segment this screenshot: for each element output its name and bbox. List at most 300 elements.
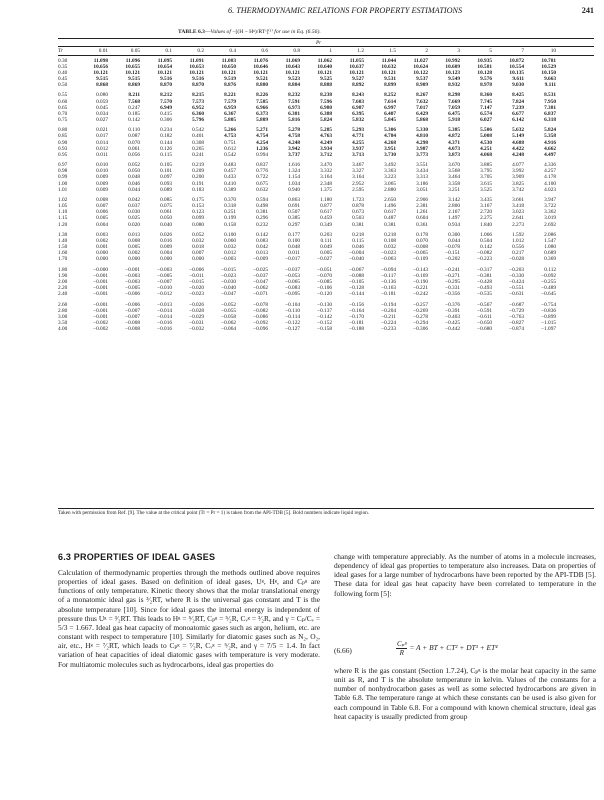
table-cell: −0.203 bbox=[509, 266, 524, 273]
table-cell: 0.144 bbox=[160, 139, 172, 146]
table-cell: 10.121 bbox=[125, 69, 140, 76]
table-cell: 3.661 bbox=[512, 197, 524, 204]
table-header-rule bbox=[58, 55, 594, 56]
table-cell: 2.641 bbox=[512, 215, 524, 222]
table-cell: 0.112 bbox=[544, 266, 556, 273]
table-cell: 0.457 bbox=[224, 168, 236, 175]
table-cell: 0.020 bbox=[128, 221, 140, 228]
tr-value-cell: 4.00 bbox=[58, 326, 68, 333]
tr-value-cell: 0.95 bbox=[58, 151, 68, 158]
table-cell: 10.872 bbox=[509, 57, 524, 64]
table-cell: 10.781 bbox=[541, 57, 556, 64]
table-cell: 3.934 bbox=[320, 145, 332, 152]
table-cell: 5.278 bbox=[288, 127, 300, 134]
table-cell: −0.117 bbox=[381, 273, 396, 279]
table-cell: −0.071 bbox=[253, 291, 268, 298]
table-cell: 0.111 bbox=[320, 238, 332, 245]
table-cell: 4.077 bbox=[512, 162, 524, 169]
tr-value-cell: 0.70 bbox=[58, 110, 68, 117]
table-cell: 6.949 bbox=[160, 104, 172, 111]
table-cell: −0.271 bbox=[445, 273, 460, 279]
table-cell: 0.381 bbox=[256, 209, 268, 216]
table-cell: −0.026 bbox=[189, 301, 204, 308]
table-cell: −0.376 bbox=[445, 301, 460, 308]
table-cell: 6.475 bbox=[448, 110, 460, 117]
table-cell: 4.298 bbox=[416, 139, 428, 146]
tr-value-cell: 2.20 bbox=[58, 285, 68, 292]
table-cell: 0.361 bbox=[416, 221, 428, 228]
data-table bbox=[58, 48, 594, 508]
table-cell: −0.078 bbox=[445, 244, 460, 251]
table-cell: 3.947 bbox=[544, 197, 556, 204]
table-cell: 0.008 bbox=[128, 238, 140, 245]
table-cell: 10.650 bbox=[221, 63, 236, 70]
tr-value-cell: 0.55 bbox=[58, 92, 68, 99]
table-cell: 8.232 bbox=[288, 92, 300, 99]
equation-6-66 bbox=[334, 640, 596, 662]
table-cell: −0.013 bbox=[157, 301, 172, 308]
table-cell: −0.063 bbox=[381, 256, 396, 263]
table-row bbox=[58, 222, 594, 228]
table-cell: −0.114 bbox=[285, 314, 300, 320]
table-cell: −0.110 bbox=[285, 307, 300, 314]
table-cell: −0.032 bbox=[189, 326, 204, 333]
table-cell: 0.048 bbox=[128, 174, 140, 181]
table-cell: 2.086 bbox=[544, 232, 556, 238]
table-cell: 3.418 bbox=[512, 203, 524, 210]
table-cell: 9.531 bbox=[384, 75, 396, 82]
table-cell: 0.014 bbox=[96, 139, 108, 146]
table-cell: −0.223 bbox=[477, 256, 492, 263]
table-cell: 4.100 bbox=[544, 180, 556, 187]
caption-values-of: Values of bbox=[210, 29, 231, 35]
table-cell: 1.723 bbox=[352, 197, 364, 204]
table-cell: −0.070 bbox=[317, 273, 332, 279]
table-cell: 8.888 bbox=[320, 81, 332, 88]
table-cell: 2.692 bbox=[544, 221, 556, 228]
table-cell: 10.624 bbox=[413, 63, 428, 70]
table-cell: 6.407 bbox=[384, 110, 396, 117]
pr-header: Pr bbox=[316, 40, 322, 46]
table-cell: 7.632 bbox=[416, 98, 428, 105]
table-cell: −0.037 bbox=[253, 273, 268, 279]
table-cell: 0.027 bbox=[96, 116, 108, 123]
table-cell: 0.689 bbox=[544, 250, 556, 257]
table-cell: −0.062 bbox=[253, 285, 268, 292]
table-cell: 4.497 bbox=[544, 151, 556, 158]
table-cell: −0.006 bbox=[125, 301, 140, 308]
table-cell: 7.950 bbox=[544, 98, 556, 105]
table-cell: 11.076 bbox=[253, 57, 268, 64]
table-cell: −0.687 bbox=[509, 301, 524, 308]
table-cell: 0.000 bbox=[128, 256, 140, 263]
table-cell: 3.525 bbox=[480, 186, 492, 193]
table-cell: −0.169 bbox=[413, 273, 428, 279]
table-cell: 4.758 bbox=[288, 133, 300, 140]
table-cell: 0.389 bbox=[224, 186, 236, 193]
table-cell: −0.403 bbox=[445, 314, 460, 320]
table-cell: 0.385 bbox=[288, 215, 300, 222]
table-cell: 0.070 bbox=[128, 139, 140, 146]
table-cell: 4.530 bbox=[480, 139, 492, 146]
table-cell: −0.092 bbox=[253, 320, 268, 327]
table-cell: 7.570 bbox=[160, 98, 172, 105]
table-cell: −0.053 bbox=[285, 273, 300, 279]
table-cell: −0.001 bbox=[93, 307, 108, 314]
table-cell: −0.836 bbox=[541, 307, 556, 314]
table-cell: 0.241 bbox=[192, 151, 204, 158]
table-cell: 4.255 bbox=[352, 139, 364, 146]
table-cell: −0.567 bbox=[477, 301, 492, 308]
table-cell: 2.880 bbox=[384, 186, 396, 193]
table-cell: 9.663 bbox=[544, 75, 556, 82]
table-cell: 5.809 bbox=[256, 116, 268, 123]
table-cell: −0.204 bbox=[381, 307, 396, 314]
tr-value-cell: 2.60 bbox=[58, 301, 68, 308]
table-cell: −0.754 bbox=[541, 301, 556, 308]
table-cell: −0.127 bbox=[285, 326, 300, 333]
table-cell: 2.800 bbox=[448, 203, 460, 210]
table-cell: 6.677 bbox=[512, 110, 524, 117]
table-cell: 0.013 bbox=[256, 250, 268, 257]
table-cell: 0.115 bbox=[352, 238, 364, 245]
table-cell: 9.527 bbox=[352, 75, 364, 82]
table-cell: −0.003 bbox=[125, 273, 140, 279]
table-cell: 0.142 bbox=[256, 232, 268, 238]
table-cell: −0.158 bbox=[317, 326, 332, 333]
table-row bbox=[58, 187, 594, 193]
table-cell: 0.048 bbox=[288, 244, 300, 251]
table-cell: −0.082 bbox=[477, 250, 492, 257]
table-cell: 0.040 bbox=[160, 221, 172, 228]
table-cell: 3.937 bbox=[352, 145, 364, 152]
table-cell: 4.336 bbox=[544, 162, 556, 169]
tr-value-cell: 0.65 bbox=[58, 104, 68, 111]
table-cell: 3.051 bbox=[416, 186, 428, 193]
table-cell: 7.585 bbox=[256, 98, 268, 105]
table-cell: 3.492 bbox=[384, 162, 396, 169]
table-cell: 3.551 bbox=[416, 162, 428, 169]
table-cell: 0.049 bbox=[320, 244, 332, 251]
table-cell: 10.121 bbox=[93, 69, 108, 76]
table-cell: 10.581 bbox=[477, 63, 492, 70]
table-cell: 10.655 bbox=[125, 63, 140, 70]
table-row bbox=[58, 326, 594, 332]
table-cell: 1.154 bbox=[288, 174, 300, 181]
table-cell: 0.296 bbox=[256, 215, 268, 222]
table-cell: 5.632 bbox=[512, 127, 524, 134]
table-cell: 1.497 bbox=[448, 215, 460, 222]
table-cell: 9.521 bbox=[256, 75, 268, 82]
table-cell: 6.367 bbox=[224, 110, 236, 117]
tr-value-cell: 0.35 bbox=[58, 63, 68, 70]
table-cell: 6.318 bbox=[544, 116, 556, 123]
table-cell: 0.044 bbox=[448, 238, 460, 245]
table-cell: 0.105 bbox=[160, 162, 172, 169]
pr-column-header: 0.1 bbox=[165, 48, 172, 54]
table-cell: 9.549 bbox=[448, 75, 460, 82]
table-cell: 9.516 bbox=[160, 75, 172, 82]
table-row bbox=[58, 152, 594, 158]
table-cell: 0.507 bbox=[288, 209, 300, 216]
table-cell: 0.178 bbox=[416, 232, 428, 238]
table-cell: 0.487 bbox=[384, 215, 396, 222]
pr-column-header: 2 bbox=[425, 48, 428, 54]
table-cell: −0.194 bbox=[381, 301, 396, 308]
table-cell: 0.877 bbox=[320, 203, 332, 210]
table-cell: 0.556 bbox=[512, 244, 524, 251]
table-cell: −0.030 bbox=[221, 279, 236, 286]
table-cell: 9.523 bbox=[288, 75, 300, 82]
tr-value-cell: 1.00 bbox=[58, 180, 68, 187]
table-cell: 8.252 bbox=[384, 92, 396, 99]
table-cell: −1.097 bbox=[541, 326, 556, 333]
table-cell: −0.163 bbox=[381, 285, 396, 292]
table-cell: 0.009 bbox=[96, 174, 108, 181]
table-cell: 0.265 bbox=[192, 145, 204, 152]
table-cell: 0.004 bbox=[160, 250, 172, 257]
table-cell: 3.992 bbox=[512, 168, 524, 175]
pr-column-header: 5 bbox=[489, 48, 492, 54]
table-cell: 5.805 bbox=[224, 116, 236, 123]
table-cell: 0.009 bbox=[96, 180, 108, 187]
table-cell: 0.381 bbox=[384, 221, 396, 228]
table-cell: 0.059 bbox=[96, 98, 108, 105]
table-cell: 3.142 bbox=[448, 197, 460, 204]
table-cell: −0.029 bbox=[189, 314, 204, 320]
table-cell: 0.542 bbox=[192, 127, 204, 134]
table-cell: 0.016 bbox=[160, 238, 172, 245]
table-cell: −0.152 bbox=[317, 320, 332, 327]
table-cell: 7.596 bbox=[320, 98, 332, 105]
tr-value-cell: 1.15 bbox=[58, 215, 68, 222]
table-cell: 8.215 bbox=[192, 92, 204, 99]
table-cell: 8.211 bbox=[128, 92, 140, 99]
table-cell: 10.654 bbox=[157, 63, 172, 70]
right-column-text-bottom: where R is the gas constant (Section 1.7.24), Cₚᵍ is the molar heat capacity in the same unit as R, and T is the absolute temperature in kelvin. Values of the constants for a number of nonhydrocarbon gases as well as some selected hydrocarbons are given in Table 6.8. The temperature range at which these constants can be used is also given for each compound in Table 6.8. For a compound with known chemical structure, ideal gas heat capacity is usually predicted from group bbox=[334, 666, 596, 721]
table-cell: 7.059 bbox=[448, 104, 460, 111]
table-cell: 11.098 bbox=[93, 57, 108, 64]
tr-value-cell: 1.10 bbox=[58, 209, 68, 216]
table-cell: −0.016 bbox=[157, 320, 172, 327]
table-cell: 3.470 bbox=[320, 162, 332, 169]
table-cell: 4.257 bbox=[544, 168, 556, 175]
table-cell: 0.017 bbox=[96, 133, 108, 140]
table-cell: 3.065 bbox=[384, 180, 396, 187]
table-cell: −0.317 bbox=[477, 266, 492, 273]
table-cell: 0.306 bbox=[160, 116, 172, 123]
pr-column-header: 0.05 bbox=[130, 48, 140, 54]
pr-column-header: 1.2 bbox=[357, 48, 364, 54]
table-cell: 5.868 bbox=[416, 116, 428, 123]
table-cell: 7.147 bbox=[480, 104, 492, 111]
table-cell: 8.360 bbox=[480, 92, 492, 99]
table-cell: 0.504 bbox=[480, 238, 492, 245]
table-cell: −0.331 bbox=[445, 285, 460, 292]
table-cell: −0.067 bbox=[349, 266, 364, 273]
table-cell: 0.012 bbox=[96, 145, 108, 152]
table-cell: −0.128 bbox=[349, 285, 364, 292]
table-cell: −0.001 bbox=[93, 314, 108, 320]
table-cell: −0.130 bbox=[317, 301, 332, 308]
table-cell: −0.052 bbox=[221, 301, 236, 308]
table-cell: 2.906 bbox=[416, 197, 428, 204]
table-cell: 5.285 bbox=[320, 127, 332, 134]
table-cell: −0.001 bbox=[93, 291, 108, 298]
table-cell: 3.742 bbox=[512, 186, 524, 193]
tr-value-cell: 0.50 bbox=[58, 81, 68, 88]
table-cell: −0.278 bbox=[413, 314, 428, 320]
table-cell: 11.055 bbox=[349, 57, 364, 64]
table-cell: 0.318 bbox=[224, 203, 236, 210]
table-cell: 3.713 bbox=[352, 151, 364, 158]
table-cell: 0.722 bbox=[256, 174, 268, 181]
table-cell: 0.542 bbox=[224, 151, 236, 158]
table-cell: 0.007 bbox=[96, 203, 108, 210]
tr-column-header: Tr bbox=[58, 48, 63, 54]
table-cell: 0.185 bbox=[128, 110, 140, 117]
table-cell: 0.203 bbox=[320, 232, 332, 238]
table-cell: 2.952 bbox=[352, 180, 364, 187]
table-cell: 0.776 bbox=[256, 168, 268, 175]
table-cell: 0.691 bbox=[288, 203, 300, 210]
table-cell: −0.143 bbox=[413, 266, 428, 273]
table-cell: −0.729 bbox=[509, 307, 524, 314]
table-cell: 8.212 bbox=[160, 92, 172, 99]
table-cell: 6.429 bbox=[416, 110, 428, 117]
table-cell: 4.784 bbox=[384, 133, 396, 140]
tr-value-cell: 1.30 bbox=[58, 232, 68, 238]
table-cell: −0.680 bbox=[477, 326, 492, 333]
tr-value-cell: 2.00 bbox=[58, 279, 68, 286]
table-cell: 0.000 bbox=[96, 250, 108, 257]
table-cell: 3.773 bbox=[416, 151, 428, 158]
table-cell: 6.952 bbox=[192, 104, 204, 111]
table-cell: 10.653 bbox=[189, 63, 204, 70]
tr-value-cell: 1.40 bbox=[58, 238, 68, 245]
table-cell: 7.017 bbox=[416, 104, 428, 111]
table-cell: −0.004 bbox=[349, 250, 364, 257]
table-cell: 0.087 bbox=[128, 133, 140, 140]
table-cell: 0.459 bbox=[320, 215, 332, 222]
table-cell: 2.595 bbox=[352, 186, 364, 193]
table-cell: −0.001 bbox=[93, 301, 108, 308]
table-cell: −0.489 bbox=[541, 285, 556, 292]
table-cell: 10.646 bbox=[253, 63, 268, 70]
table-cell: 0.182 bbox=[160, 133, 172, 140]
table-cell: 0.093 bbox=[160, 180, 172, 187]
table-cell: 10.121 bbox=[317, 69, 332, 76]
table-cell: 3.737 bbox=[288, 151, 300, 158]
table-cell: 6.373 bbox=[256, 110, 268, 117]
table-cell: −0.031 bbox=[189, 320, 204, 327]
table-cell: 3.019 bbox=[544, 215, 556, 222]
table-cell: −0.037 bbox=[285, 266, 300, 273]
caption-dash: — bbox=[204, 29, 211, 35]
table-cell: 0.044 bbox=[128, 186, 140, 193]
table-cell: 10.121 bbox=[349, 69, 364, 76]
table-cell: −0.330 bbox=[509, 273, 524, 279]
left-column-text: Calculation of thermodynamic properties through the methods outlined above requires properties of ideal gases. Based on definition of ideal gases, Uᵍ, Hᵍ, and Cₚᵍ are functions of only temperature. Kinetic theory shows that the molar translational energy of a monatomic ideal gas is ³⁄₂RT, where R is the universal gas constant and T is the absolute temperature [10]. Since for ideal gases the internal energy is independent of pressure thus Uᵍ = ³⁄₂RT. This leads to Hᵍ = ⁵⁄₂RT, Cₚᵍ = ⁵⁄₂R, Cᵥᵍ = ³⁄₂R, and γ = Cₚ/Cᵥ = 5/3 = 1.667. Ideal gas heat capacity of monoatomic gases such as argon, helium, etc. are constant with respect to temperature [10]. Similarly for diatomic gases such as N₂, O₂, air, etc., Hᵍ = ⁷⁄₂RT, which leads to Cₚᵍ = ⁷⁄₂R, Cᵥᵍ = ⁵⁄₂R, and γ = 7/5 = 1.4. In fact variation of heat capacities of ideal diatomic gases with temperature is very moderate. For multiatomic molecules such as hydrocarbons, ideal gas properties do bbox=[58, 568, 320, 669]
table-cell: 0.009 bbox=[160, 244, 172, 251]
table-cell: −0.001 bbox=[93, 273, 108, 279]
table-cell: 0.085 bbox=[160, 197, 172, 204]
table-cell: 9.576 bbox=[480, 75, 492, 82]
table-row bbox=[58, 256, 594, 262]
table-cell: 11.095 bbox=[157, 57, 172, 64]
table-cell: 0.032 bbox=[192, 238, 204, 245]
table-cell: 3.363 bbox=[384, 168, 396, 175]
table-cell: 3.251 bbox=[448, 186, 460, 193]
table-cell: 0.401 bbox=[192, 133, 204, 140]
table-cell: 11.044 bbox=[381, 57, 396, 64]
table-cell: 10.121 bbox=[285, 69, 300, 76]
table-cell: 10.128 bbox=[477, 69, 492, 76]
table-cell: −0.023 bbox=[189, 291, 204, 298]
table-cell: 4.916 bbox=[544, 139, 556, 146]
table-cell: −0.008 bbox=[413, 244, 428, 251]
table-cell: 11.062 bbox=[317, 57, 332, 64]
table-cell: 8.870 bbox=[192, 81, 204, 88]
table-cell: 0.751 bbox=[224, 139, 236, 146]
table-cell: 0.008 bbox=[96, 197, 108, 204]
table-cell: 0.099 bbox=[192, 215, 204, 222]
table-cell: 0.061 bbox=[160, 209, 172, 216]
table-cell: 1.236 bbox=[256, 145, 268, 152]
table-cell: −0.040 bbox=[221, 285, 236, 292]
table-cell: 7.745 bbox=[480, 98, 492, 105]
table-cell: −0.428 bbox=[477, 279, 492, 286]
table-cell: 0.153 bbox=[192, 203, 204, 210]
table-cell: −1.015 bbox=[541, 320, 556, 327]
table-cell: 4.023 bbox=[544, 186, 556, 193]
table-cell: 7.573 bbox=[192, 98, 204, 105]
table-cell: 5.266 bbox=[224, 127, 236, 134]
tr-value-cell: 0.45 bbox=[58, 75, 68, 82]
table-cell: 3.885 bbox=[480, 162, 492, 169]
table-cell: −0.047 bbox=[221, 291, 236, 298]
table-cell: 10.123 bbox=[445, 69, 460, 76]
table-cell: −0.008 bbox=[125, 320, 140, 327]
table-cell: −0.015 bbox=[221, 266, 236, 273]
table-cell: 0.410 bbox=[224, 180, 236, 187]
table-cell: 4.178 bbox=[544, 174, 556, 181]
table-cell: −0.011 bbox=[189, 273, 204, 279]
table-cell: 7.591 bbox=[288, 98, 300, 105]
table-cell: −0.109 bbox=[413, 256, 428, 263]
table-cell: −0.017 bbox=[285, 256, 300, 263]
table-cell: 6.142 bbox=[512, 116, 524, 123]
equation-numerator: Cₚᵍ bbox=[397, 640, 407, 648]
table-cell: 2.275 bbox=[480, 215, 492, 222]
table-cell: 3.712 bbox=[320, 151, 332, 158]
table-cell: 0.110 bbox=[128, 127, 140, 134]
table-cell: 0.632 bbox=[256, 186, 268, 193]
table-cell: 1.616 bbox=[288, 162, 300, 169]
table-cell: 5.796 bbox=[192, 116, 204, 123]
table-cell: −0.010 bbox=[157, 285, 172, 292]
tr-value-cell: 1.60 bbox=[58, 250, 68, 257]
tr-value-cell: 0.85 bbox=[58, 133, 68, 140]
table-cell: −0.014 bbox=[157, 307, 172, 314]
tr-value-cell: 0.40 bbox=[58, 69, 68, 76]
table-cell: 0.115 bbox=[160, 151, 172, 158]
table-cell: 7.614 bbox=[384, 98, 396, 105]
pr-column-header: 0.2 bbox=[197, 48, 204, 54]
table-cell: 0.046 bbox=[352, 244, 364, 251]
table-cell: 0.940 bbox=[288, 186, 300, 193]
table-cell: 10.121 bbox=[221, 69, 236, 76]
